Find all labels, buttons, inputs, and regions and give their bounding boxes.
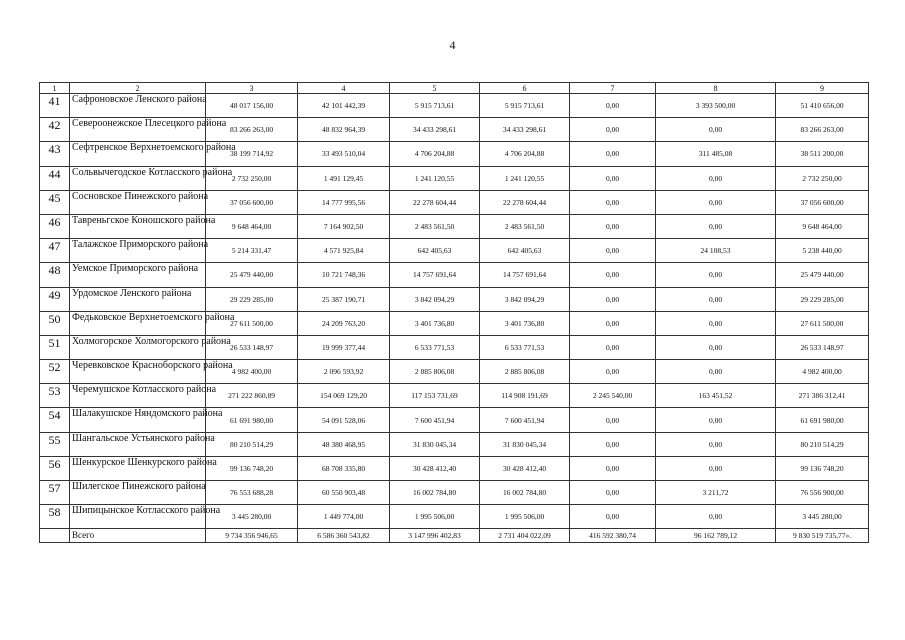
- total-number-cell: [40, 529, 70, 543]
- value-col-3: 26 533 148,97: [206, 335, 298, 359]
- table-row: [40, 360, 869, 384]
- value-col-9: 5 238 440,00: [776, 239, 869, 263]
- value-col-3: 99 136 748,20: [206, 456, 298, 480]
- settlement-name: Сафроновское Ленского района: [70, 94, 206, 118]
- value-col-6: 114 908 191,69: [480, 384, 570, 408]
- value-col-3: 3 445 280,00: [206, 505, 298, 529]
- value-col-5: 6 533 771,53: [390, 335, 480, 359]
- value-col-7: 0,00: [570, 263, 656, 287]
- value-col-9: 9 648 464,00: [776, 214, 869, 238]
- column-header-6: 6: [480, 83, 570, 94]
- value-col-8: 0,00: [656, 335, 776, 359]
- value-col-8: 0,00: [656, 166, 776, 190]
- value-col-5: 2 885 806,08: [390, 360, 480, 384]
- value-col-5: 2 483 561,50: [390, 214, 480, 238]
- row-number: 52: [40, 360, 70, 384]
- value-col-7: 0,00: [570, 142, 656, 166]
- column-header-2: 2: [70, 83, 206, 94]
- table-row: [40, 432, 869, 456]
- table-row: [40, 118, 869, 142]
- value-col-3: 83 266 263,00: [206, 118, 298, 142]
- value-col-6: 14 757 691,64: [480, 263, 570, 287]
- value-col-6: 3 842 094,29: [480, 287, 570, 311]
- value-col-4: 19 999 377,44: [298, 335, 390, 359]
- row-number: 50: [40, 311, 70, 335]
- table-row: [40, 94, 869, 118]
- value-col-5: 1 241 120,55: [390, 166, 480, 190]
- value-col-3: 271 222 860,89: [206, 384, 298, 408]
- settlement-name: Холмогорское Холмогорского района: [70, 335, 206, 359]
- value-col-4: 54 091 528,06: [298, 408, 390, 432]
- row-number: 55: [40, 432, 70, 456]
- value-col-3: 76 553 688,28: [206, 481, 298, 505]
- value-col-8: 0,00: [656, 311, 776, 335]
- value-col-9: 76 556 900,00: [776, 481, 869, 505]
- value-col-3: 2 732 250,00: [206, 166, 298, 190]
- value-col-7: 0,00: [570, 481, 656, 505]
- row-number: 44: [40, 166, 70, 190]
- row-number: 46: [40, 214, 70, 238]
- value-col-5: 117 153 731,69: [390, 384, 480, 408]
- value-col-9: 2 732 250,00: [776, 166, 869, 190]
- settlement-name: Североонежское Плесецкого района: [70, 118, 206, 142]
- value-col-4: 2 096 593,92: [298, 360, 390, 384]
- settlement-name: Тавреньгское Коношского района: [70, 214, 206, 238]
- value-col-9: 25 479 440,00: [776, 263, 869, 287]
- table-row: [40, 166, 869, 190]
- total-row: [40, 529, 869, 543]
- value-col-6: 4 706 204,88: [480, 142, 570, 166]
- settlement-name: Сефтренское Верхнетоемского района: [70, 142, 206, 166]
- value-col-9: 26 533 148,97: [776, 335, 869, 359]
- value-col-6: 7 600 451,94: [480, 408, 570, 432]
- value-col-8: 3 211,72: [656, 481, 776, 505]
- value-col-6: 16 002 784,80: [480, 481, 570, 505]
- value-col-4: 68 708 335,80: [298, 456, 390, 480]
- value-col-4: 42 101 442,39: [298, 94, 390, 118]
- table-row: [40, 190, 869, 214]
- value-col-8: 24 108,53: [656, 239, 776, 263]
- total-value-col-9: 9 830 519 735,77».: [776, 529, 869, 543]
- value-col-8: 0,00: [656, 360, 776, 384]
- value-col-8: 0,00: [656, 118, 776, 142]
- settlement-name: Сосновское Пинежского района: [70, 190, 206, 214]
- value-col-3: 37 056 600,00: [206, 190, 298, 214]
- table-row: [40, 214, 869, 238]
- value-col-4: 4 571 925,84: [298, 239, 390, 263]
- settlement-name: Шипицынское Котласского района: [70, 505, 206, 529]
- value-col-6: 2 483 561,50: [480, 214, 570, 238]
- value-col-6: 2 885 806,08: [480, 360, 570, 384]
- total-label: Всего: [70, 529, 206, 543]
- row-number: 51: [40, 335, 70, 359]
- value-col-4: 1 449 774,00: [298, 505, 390, 529]
- total-value-col-3: 9 734 356 946,65: [206, 529, 298, 543]
- settlement-name: Шенкурское Шенкурского района: [70, 456, 206, 480]
- value-col-5: 5 915 713,61: [390, 94, 480, 118]
- value-col-3: 27 611 500,00: [206, 311, 298, 335]
- table-row: [40, 384, 869, 408]
- value-col-5: 22 278 604,44: [390, 190, 480, 214]
- value-col-4: 25 387 190,71: [298, 287, 390, 311]
- value-col-5: 1 995 506,00: [390, 505, 480, 529]
- value-col-7: 2 245 540,00: [570, 384, 656, 408]
- settlement-name: Урдомское Ленского района: [70, 287, 206, 311]
- value-col-6: 5 915 713,61: [480, 94, 570, 118]
- value-col-3: 80 210 514,29: [206, 432, 298, 456]
- value-col-6: 642 405,63: [480, 239, 570, 263]
- value-col-6: 1 995 506,00: [480, 505, 570, 529]
- value-col-9: 4 982 400,00: [776, 360, 869, 384]
- value-col-8: 311 485,08: [656, 142, 776, 166]
- value-col-7: 0,00: [570, 166, 656, 190]
- value-col-7: 0,00: [570, 239, 656, 263]
- value-col-3: 29 229 285,00: [206, 287, 298, 311]
- value-col-5: 642 405,63: [390, 239, 480, 263]
- settlement-name: Сольвычегодское Котласского района: [70, 166, 206, 190]
- value-col-8: 0,00: [656, 432, 776, 456]
- value-col-4: 24 209 763,20: [298, 311, 390, 335]
- value-col-6: 22 278 604,44: [480, 190, 570, 214]
- value-col-6: 6 533 771,53: [480, 335, 570, 359]
- value-col-9: 61 691 980,00: [776, 408, 869, 432]
- value-col-7: 0,00: [570, 287, 656, 311]
- value-col-7: 0,00: [570, 94, 656, 118]
- settlement-name: Черевковское Красноборского района: [70, 360, 206, 384]
- value-col-5: 14 757 691,64: [390, 263, 480, 287]
- value-col-7: 0,00: [570, 335, 656, 359]
- value-col-8: 0,00: [656, 190, 776, 214]
- row-number: 57: [40, 481, 70, 505]
- total-value-col-5: 3 147 996 402,83: [390, 529, 480, 543]
- value-col-4: 48 832 964,39: [298, 118, 390, 142]
- table-row: [40, 335, 869, 359]
- value-col-9: 29 229 285,00: [776, 287, 869, 311]
- column-header-3: 3: [206, 83, 298, 94]
- value-col-7: 0,00: [570, 456, 656, 480]
- value-col-6: 31 830 045,34: [480, 432, 570, 456]
- column-header-4: 4: [298, 83, 390, 94]
- value-col-9: 99 136 748,20: [776, 456, 869, 480]
- table-header-row: [40, 83, 869, 94]
- table-row: [40, 311, 869, 335]
- column-header-5: 5: [390, 83, 480, 94]
- value-col-4: 7 164 902,50: [298, 214, 390, 238]
- row-number: 56: [40, 456, 70, 480]
- table-row: [40, 239, 869, 263]
- value-col-9: 3 445 280,00: [776, 505, 869, 529]
- value-col-5: 3 401 736,80: [390, 311, 480, 335]
- value-col-4: 1 491 129,45: [298, 166, 390, 190]
- value-col-9: 38 511 200,00: [776, 142, 869, 166]
- table-row: [40, 505, 869, 529]
- value-col-3: 4 982 400,00: [206, 360, 298, 384]
- value-col-9: 27 611 500,00: [776, 311, 869, 335]
- row-number: 48: [40, 263, 70, 287]
- value-col-5: 34 433 298,61: [390, 118, 480, 142]
- value-col-3: 5 214 331,47: [206, 239, 298, 263]
- table-row: [40, 456, 869, 480]
- value-col-5: 31 830 045,34: [390, 432, 480, 456]
- column-header-1: 1: [40, 83, 70, 94]
- column-header-7: 7: [570, 83, 656, 94]
- settlement-name: Шилегское Пинежского района: [70, 481, 206, 505]
- row-number: 41: [40, 94, 70, 118]
- value-col-3: 25 479 440,00: [206, 263, 298, 287]
- value-col-8: 0,00: [656, 263, 776, 287]
- value-col-5: 7 600 451,94: [390, 408, 480, 432]
- value-col-8: 0,00: [656, 287, 776, 311]
- table-row: [40, 142, 869, 166]
- value-col-3: 38 199 714,92: [206, 142, 298, 166]
- row-number: 42: [40, 118, 70, 142]
- value-col-8: 0,00: [656, 456, 776, 480]
- value-col-7: 0,00: [570, 214, 656, 238]
- table-body: [40, 94, 869, 543]
- value-col-8: 0,00: [656, 214, 776, 238]
- row-number: 43: [40, 142, 70, 166]
- value-col-3: 48 017 156,00: [206, 94, 298, 118]
- value-col-4: 33 493 510,04: [298, 142, 390, 166]
- value-col-9: 80 210 514,29: [776, 432, 869, 456]
- value-col-5: 30 428 412,40: [390, 456, 480, 480]
- row-number: 47: [40, 239, 70, 263]
- value-col-9: 83 266 263,00: [776, 118, 869, 142]
- column-header-9: 9: [776, 83, 869, 94]
- value-col-5: 4 706 204,88: [390, 142, 480, 166]
- value-col-6: 1 241 120,55: [480, 166, 570, 190]
- total-value-col-4: 6 586 360 543,82: [298, 529, 390, 543]
- value-col-5: 16 002 784,80: [390, 481, 480, 505]
- table-row: [40, 408, 869, 432]
- settlement-name: Шангальское Устьянского района: [70, 432, 206, 456]
- value-col-7: 0,00: [570, 505, 656, 529]
- value-col-3: 61 691 980,00: [206, 408, 298, 432]
- page-number: 4: [449, 38, 456, 52]
- total-value-col-7: 416 592 380,74: [570, 529, 656, 543]
- value-col-9: 51 410 656,00: [776, 94, 869, 118]
- settlement-name: Федьковское Верхнетоемского района: [70, 311, 206, 335]
- row-number: 54: [40, 408, 70, 432]
- value-col-4: 154 069 129,20: [298, 384, 390, 408]
- settlement-name: Талажское Приморского района: [70, 239, 206, 263]
- value-col-7: 0,00: [570, 311, 656, 335]
- value-col-7: 0,00: [570, 360, 656, 384]
- value-col-8: 0,00: [656, 505, 776, 529]
- value-col-8: 3 393 500,00: [656, 94, 776, 118]
- total-value-col-6: 2 731 404 022,09: [480, 529, 570, 543]
- value-col-3: 9 648 464,00: [206, 214, 298, 238]
- value-col-7: 0,00: [570, 118, 656, 142]
- value-col-8: 163 451,52: [656, 384, 776, 408]
- value-col-4: 60 550 903,48: [298, 481, 390, 505]
- column-header-8: 8: [656, 83, 776, 94]
- value-col-7: 0,00: [570, 190, 656, 214]
- budget-table: [39, 82, 869, 543]
- total-value-col-8: 96 162 789,12: [656, 529, 776, 543]
- value-col-9: 271 386 312,41: [776, 384, 869, 408]
- value-col-6: 3 401 736,80: [480, 311, 570, 335]
- value-col-4: 14 777 995,56: [298, 190, 390, 214]
- value-col-4: 10 721 748,36: [298, 263, 390, 287]
- value-col-6: 34 433 298,61: [480, 118, 570, 142]
- value-col-8: 0,00: [656, 408, 776, 432]
- row-number: 58: [40, 505, 70, 529]
- value-col-5: 3 842 094,29: [390, 287, 480, 311]
- row-number: 49: [40, 287, 70, 311]
- settlement-name: Шалакушское Няндомского района: [70, 408, 206, 432]
- value-col-9: 37 056 600,00: [776, 190, 869, 214]
- table-row: [40, 287, 869, 311]
- value-col-4: 48 380 468,95: [298, 432, 390, 456]
- settlement-name: Уемское Приморского района: [70, 263, 206, 287]
- value-col-7: 0,00: [570, 408, 656, 432]
- table-row: [40, 263, 869, 287]
- value-col-7: 0,00: [570, 432, 656, 456]
- table-row: [40, 481, 869, 505]
- settlement-name: Черемушское Котласского района: [70, 384, 206, 408]
- row-number: 45: [40, 190, 70, 214]
- value-col-6: 30 428 412,40: [480, 456, 570, 480]
- row-number: 53: [40, 384, 70, 408]
